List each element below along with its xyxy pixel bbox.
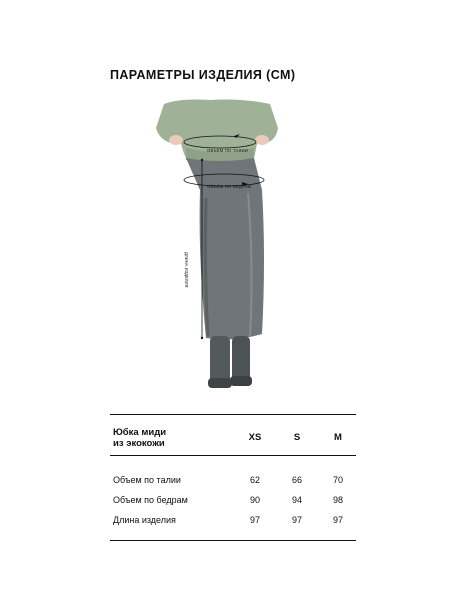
cell-waist-xs: 62 <box>249 475 260 485</box>
product-name-line1: Юбка миди <box>113 427 167 438</box>
size-header-s: S <box>293 432 301 443</box>
cell-length-xs: 97 <box>249 515 260 525</box>
right-hand <box>255 135 269 145</box>
row-label-length: Длина изделия <box>113 515 176 525</box>
row-label-waist: Объем по талии <box>113 475 181 485</box>
hips-label: ОБЪЕМ ПО БЕДРАМ <box>207 184 252 189</box>
right-boot-sole <box>230 376 252 386</box>
cell-hips-s: 94 <box>291 495 302 505</box>
cell-hips-xs: 90 <box>249 495 260 505</box>
length-bottom-dot <box>201 337 203 339</box>
cell-waist-m: 70 <box>332 475 343 485</box>
waist-label: ОБЪЕМ ПО ТАЛИИ <box>207 148 248 153</box>
left-boot-sole <box>208 378 232 388</box>
length-top-dot <box>201 159 203 161</box>
length-label: ДЛИНА ИЗДЕЛИЯ <box>184 252 189 288</box>
cell-length-m: 97 <box>332 515 343 525</box>
cell-length-s: 97 <box>291 515 302 525</box>
table-header-rule <box>110 455 356 456</box>
row-label-hips: Объем по бедрам <box>113 495 188 505</box>
cell-hips-m: 98 <box>332 495 343 505</box>
model-figure <box>150 98 280 398</box>
size-header-xs: XS <box>248 432 262 443</box>
cell-waist-s: 66 <box>291 475 302 485</box>
size-header-m: M <box>334 432 342 443</box>
left-hand <box>169 135 183 145</box>
product-photo <box>150 98 280 398</box>
product-name-line2: из экокожи <box>113 438 165 449</box>
table-top-rule <box>110 414 356 415</box>
table-bottom-rule <box>110 540 356 541</box>
product-name <box>113 427 203 449</box>
page-title: ПАРАМЕТРЫ ИЗДЕЛИЯ (СМ) <box>110 68 296 82</box>
